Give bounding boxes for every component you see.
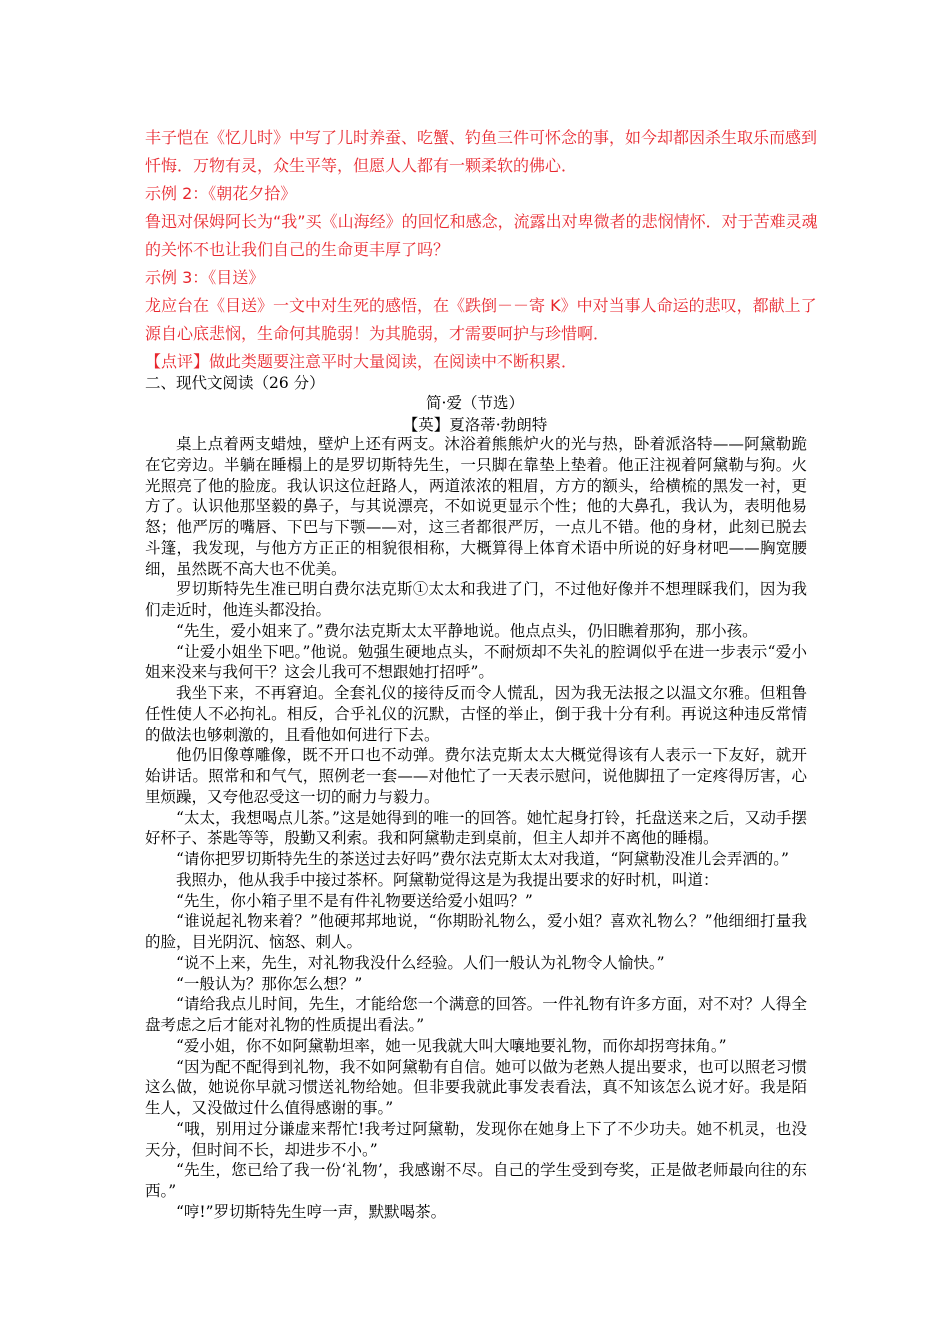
answer-example-3-label: 示例 3：《目送》 xyxy=(145,268,265,287)
section-heading: 二、现代文阅读（26 分） xyxy=(145,374,325,392)
article-paragraph: “让爱小姐坐下吧。”他说。勉强生硬地点头，不耐烦却不失礼的腔调似乎在进一步表示“爱小姐来没来与我何干？这会儿我可不想跟她打招呼”。 xyxy=(145,642,807,682)
answer-example-1-text: 丰子恺在《忆儿时》中写了儿时养蚕、吃蟹、钓鱼三件可怀念的事，如今却都因杀生取乐而感到忏悔．万物有灵，众生平等，但愿人人都有一颗柔软的佛心． xyxy=(145,128,818,175)
article-title: 简·爱（节选） xyxy=(426,394,524,412)
article-paragraph: 他仍旧像尊雕像，既不开口也不动弹。费尔法克斯太太大概觉得该有人表示一下友好，就开始讲话。照常和和气气，照例老一套——对他忙了一天表示慰问，说他脚扭了一定疼得厉害，心里烦躁，又夸他忍受这一切的耐力与毅力。 xyxy=(145,746,807,806)
article-paragraph: “说不上来，先生，对礼物我没什么经验。人们一般认为礼物令人愉快。” xyxy=(176,953,665,972)
article-paragraph: 桌上点着两支蜡烛，壁炉上还有两支。沐浴着熊熊炉火的光与热，卧着派洛特——阿黛勒跪在它旁边。半躺在睡榻上的是罗切斯特先生，一只脚在靠垫上垫着。他正注视着阿黛勒与狗。火光照亮了他的脸庞。我认识这位赶路人，两道浓浓的粗眉，方方的额头，给横梳的黑发一衬，更方了。认识他那坚毅的鼻子，与其说漂亮，不如说更显示个性；他的大鼻孔，我认为，表明他易怒；他严厉的嘴唇、下巴与下颚——对，这三者都很严厉，一点儿不错。他的身材，此刻已脱去斗篷，我发现，与他方方正正的相貌很相称，大概算得上体育术语中所说的好身材吧——胸宽腰细，虽然既不高大也不优美。 xyxy=(145,435,807,578)
article-author: 【英】夏洛蒂·勃朗特 xyxy=(402,416,548,434)
answer-example-2-text: 鲁迅对保姆阿长为“我”买《山海经》的回忆和感念，流露出对卑微者的悲悯情怀．对于苦难灵魂的关怀不也让我们自己的生命更丰厚了吗？ xyxy=(145,212,818,259)
article-paragraph: “请给我点儿时间，先生，才能给您一个满意的回答。一件礼物有许多方面，对不对？人得全盘考虑之后才能对礼物的性质提出看法。” xyxy=(145,995,807,1034)
article-body xyxy=(145,434,807,1223)
article-paragraph: “因为配不配得到礼物，我不如阿黛勒有自信。她可以做为老熟人提出要求，也可以照老习惯这么做，她说你早就习惯送礼物给她。但非要我就此事发表看法，真不知该怎么说才好。我是陌生人，又没做过什么值得感谢的事。” xyxy=(145,1057,807,1117)
article-paragraph: “先生，爱小姐来了。”费尔法克斯太太平静地说。他点点头，仍旧瞧着那狗，那小孩。 xyxy=(176,621,758,640)
article-paragraph: “爱小姐，你不如阿黛勒坦率，她一见我就大叫大嚷地要礼物，而你却拐弯抹角。” xyxy=(176,1036,727,1055)
article-paragraph: 罗切斯特先生准已明白费尔法克斯①太太和我进了门，不过他好像并不想理睬我们，因为我们走近时，他连头都没抬。 xyxy=(145,580,807,619)
article-paragraph: “先生，您已给了我一份‘礼物’，我感谢不尽。自己的学生受到夸奖，正是做老师最向往的东西。” xyxy=(145,1161,807,1200)
article-paragraph: “哼!”罗切斯特先生哼一声，默默喝茶。 xyxy=(176,1202,447,1221)
article-paragraph: “一般认为？那你怎么想？” xyxy=(176,974,363,993)
article-paragraph: “请你把罗切斯特先生的茶送过去好吗”费尔法克斯太太对我道，“阿黛勒没准儿会弄洒的。” xyxy=(176,850,789,868)
article-header xyxy=(145,392,805,436)
article-paragraph: 我坐下来，不再窘迫。全套礼仪的接待反而令人慌乱，因为我无法报之以温文尔雅。但粗鲁任性使人不必拘礼。相反，合乎礼仪的沉默，古怪的举止，倒于我十分有利。再说这种违反常情的做法也够刺激的，且看他如何进行下去。 xyxy=(145,684,807,744)
article-paragraph: “谁说起礼物来着？”他硬邦邦地说，“你期盼礼物么，爱小姐？喜欢礼物么？”他细细打量我的脸，目光阴沉、恼怒、刺人。 xyxy=(145,912,807,951)
answer-block xyxy=(145,124,825,376)
article-paragraph: “太太，我想喝点儿茶。”这是她得到的唯一的回答。她忙起身打铃，托盘送来之后，又动手摆好杯子、茶匙等等，殷勤又利索。我和阿黛勒走到桌前，但主人却并不离他的睡榻。 xyxy=(145,808,807,848)
answer-comment: 【点评】做此类题要注意平时大量阅读，在阅读中不断积累． xyxy=(145,352,578,371)
answer-example-3-text: 龙应台在《目送》一文中对生死的感悟，在《跌倒－－寄 K》中对当事人命运的悲叹，都献上了源自心底悲悯，生命何其脆弱！为其脆弱，才需要呵护与珍惜啊． xyxy=(145,296,817,343)
answer-example-2-label: 示例 2：《朝花夕拾》 xyxy=(145,184,297,203)
article-paragraph: “先生，你小箱子里不是有件礼物要送给爱小姐吗？” xyxy=(176,891,533,910)
article-paragraph: 我照办，他从我手中接过茶杯。阿黛勒觉得这是为我提出要求的好时机，叫道： xyxy=(176,870,719,889)
article-paragraph: “哦，别用过分谦虚来帮忙!我考过阿黛勒，发现你在她身上下了不少功夫。她不机灵，也没天分，但时间不长，却进步不小。” xyxy=(145,1119,807,1159)
